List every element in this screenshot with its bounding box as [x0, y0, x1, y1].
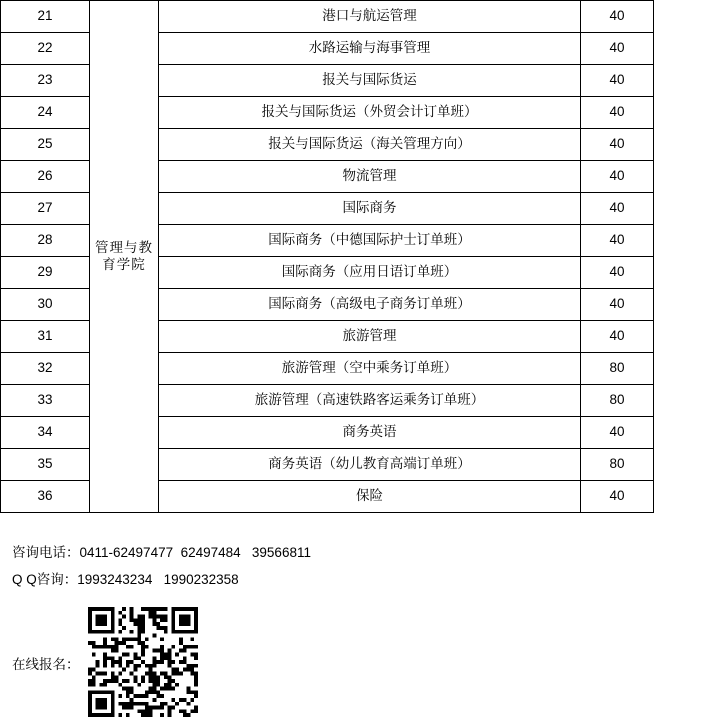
row-number: 32 [1, 353, 90, 385]
major-name: 国际商务（应用日语订单班） [159, 257, 581, 289]
major-name: 商务英语（幼儿教育高端订单班） [159, 449, 581, 481]
major-quota: 40 [581, 65, 654, 97]
row-number: 33 [1, 385, 90, 417]
row-number: 22 [1, 33, 90, 65]
major-quota: 40 [581, 257, 654, 289]
contact-block [0, 539, 717, 593]
majors-table-body [1, 1, 654, 513]
major-name: 国际商务（高级电子商务订单班） [159, 289, 581, 321]
row-number: 24 [1, 97, 90, 129]
major-quota: 80 [581, 449, 654, 481]
major-name: 报关与国际货运（海关管理方向） [159, 129, 581, 161]
row-number: 36 [1, 481, 90, 513]
major-quota: 80 [581, 353, 654, 385]
major-name: 旅游管理（高速铁路客运乘务订单班） [159, 385, 581, 417]
major-quota: 80 [581, 385, 654, 417]
row-number: 34 [1, 417, 90, 449]
major-quota: 40 [581, 289, 654, 321]
signup-label: 在线报名： [12, 657, 80, 672]
major-quota: 40 [581, 321, 654, 353]
row-number: 35 [1, 449, 90, 481]
row-number: 27 [1, 193, 90, 225]
major-quota: 40 [581, 33, 654, 65]
row-number: 26 [1, 161, 90, 193]
major-quota: 40 [581, 193, 654, 225]
signup-row [0, 607, 717, 717]
major-name: 商务英语 [159, 417, 581, 449]
major-quota: 40 [581, 129, 654, 161]
row-number: 25 [1, 129, 90, 161]
row-number: 30 [1, 289, 90, 321]
major-name: 水路运输与海事管理 [159, 33, 581, 65]
major-name: 国际商务（中德国际护士订单班） [159, 225, 581, 257]
major-name: 物流管理 [159, 161, 581, 193]
major-quota: 40 [581, 161, 654, 193]
major-name: 旅游管理（空中乘务订单班） [159, 353, 581, 385]
major-quota: 40 [581, 97, 654, 129]
major-name: 港口与航运管理 [159, 1, 581, 33]
major-name: 保险 [159, 481, 581, 513]
contact-phone-line: 咨询电话：0411-62497477 62497484 39566811 [12, 545, 311, 560]
row-number: 31 [1, 321, 90, 353]
row-number: 28 [1, 225, 90, 257]
major-name: 旅游管理 [159, 321, 581, 353]
major-name: 报关与国际货运 [159, 65, 581, 97]
row-number: 23 [1, 65, 90, 97]
major-quota: 40 [581, 481, 654, 513]
college-cell: 管理与教育学院 [90, 1, 159, 513]
major-name: 报关与国际货运（外贸会计订单班） [159, 97, 581, 129]
table-row [1, 1, 654, 33]
major-quota: 40 [581, 1, 654, 33]
row-number: 21 [1, 1, 90, 33]
major-quota: 40 [581, 417, 654, 449]
contact-qq-line: Q Q咨询：1993243234 1990232358 [12, 572, 239, 587]
qr-code-icon[interactable] [88, 607, 198, 717]
major-name: 国际商务 [159, 193, 581, 225]
major-quota: 40 [581, 225, 654, 257]
row-number: 29 [1, 257, 90, 289]
